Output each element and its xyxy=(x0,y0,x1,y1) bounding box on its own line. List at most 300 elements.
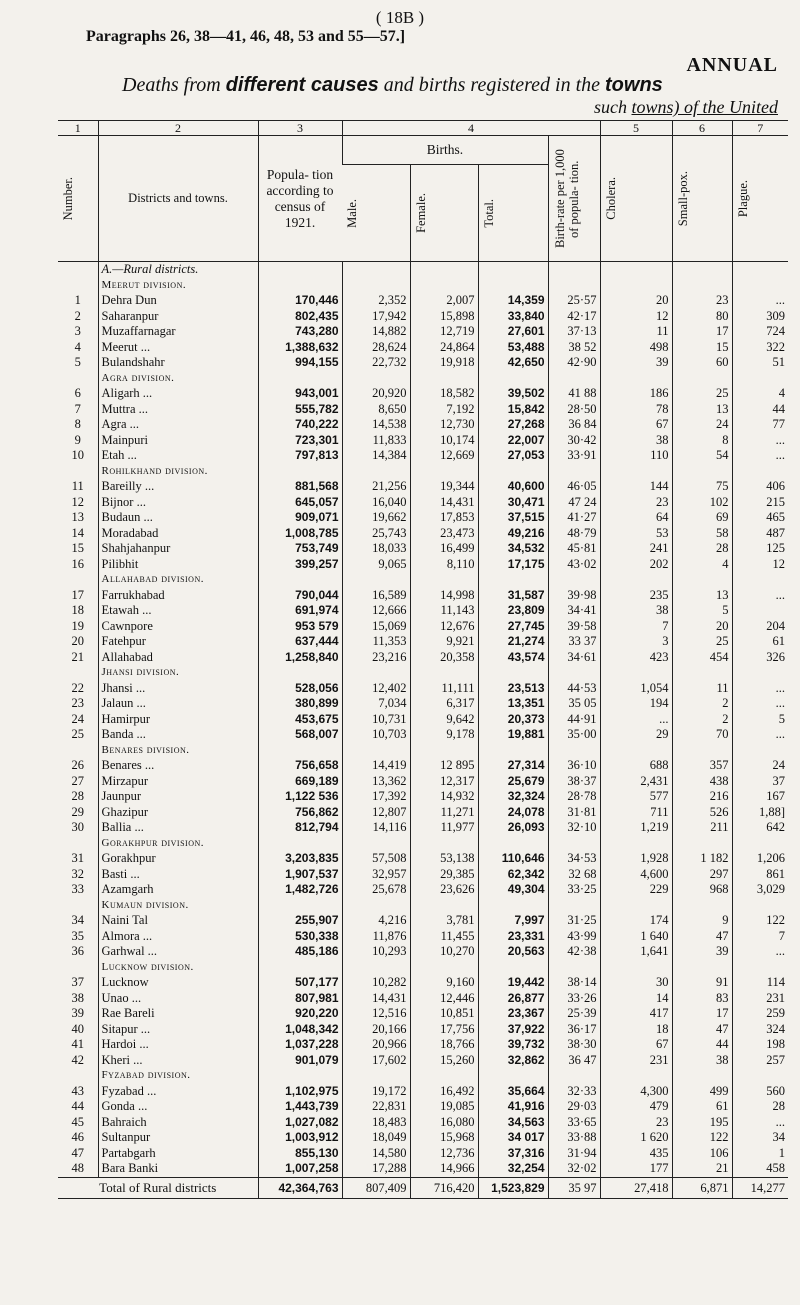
birth-rate: 35·00 xyxy=(548,727,600,743)
population: 453,675 xyxy=(258,712,342,728)
cholera-deaths: 18 xyxy=(600,1022,672,1038)
birth-rate: 34·61 xyxy=(548,650,600,666)
population: 953 579 xyxy=(258,619,342,635)
births-total: 62,342 xyxy=(478,867,548,883)
population: 743,280 xyxy=(258,324,342,340)
division-name: Fyzabad division. xyxy=(98,1068,258,1084)
births-total: 41,916 xyxy=(478,1099,548,1115)
district-name: Basti ... xyxy=(98,867,258,883)
row-number: 5 xyxy=(74,355,81,369)
row-number: 20 xyxy=(71,634,84,648)
births-total: 15,842 xyxy=(478,402,548,418)
title-mid: and births registered in the xyxy=(383,74,601,96)
table-row xyxy=(58,991,788,1007)
cholera-deaths: 11 xyxy=(600,324,672,340)
births-total: 49,216 xyxy=(478,526,548,542)
birth-rate: 45·81 xyxy=(548,541,600,557)
births-female: 23,626 xyxy=(410,882,478,898)
population: 753,749 xyxy=(258,541,342,557)
birth-rate: 30·42 xyxy=(548,433,600,449)
district-name: Gorakhpur xyxy=(98,851,258,867)
births-male: 28,624 xyxy=(342,340,410,356)
smallpox-deaths: 195 xyxy=(672,1115,732,1131)
row-number: 44 xyxy=(71,1099,84,1113)
birth-rate: 32·02 xyxy=(548,1161,600,1177)
table-row xyxy=(58,696,788,712)
smallpox-deaths: 47 xyxy=(672,929,732,945)
cholera-deaths: 3 xyxy=(600,634,672,650)
cholera-deaths: 435 xyxy=(600,1146,672,1162)
population: 1,037,228 xyxy=(258,1037,342,1053)
births-male: 11,353 xyxy=(342,634,410,650)
births-total: 21,274 xyxy=(478,634,548,650)
birth-rate: 48·79 xyxy=(548,526,600,542)
births-total: 23,367 xyxy=(478,1006,548,1022)
births-total: 49,304 xyxy=(478,882,548,898)
district-name: Ghazipur xyxy=(98,805,258,821)
plague-deaths: 560 xyxy=(732,1084,788,1100)
cholera-deaths: 4,300 xyxy=(600,1084,672,1100)
plague-deaths: 1 xyxy=(732,1146,788,1162)
births-male: 11,876 xyxy=(342,929,410,945)
births-female: 10,174 xyxy=(410,433,478,449)
division-name: Rohilkhand division. xyxy=(98,464,258,480)
division-row xyxy=(58,371,788,387)
smallpox-deaths: 5 xyxy=(672,603,732,619)
population: 1,388,632 xyxy=(258,340,342,356)
birth-rate: 33 37 xyxy=(548,634,600,650)
births-total: 14,359 xyxy=(478,293,548,309)
births-total: 17,175 xyxy=(478,557,548,573)
births-female: 15,968 xyxy=(410,1130,478,1146)
births-female: 14,431 xyxy=(410,495,478,511)
cholera-deaths: 688 xyxy=(600,758,672,774)
plague-deaths: 34 xyxy=(732,1130,788,1146)
population: 797,813 xyxy=(258,448,342,464)
births-male: 12,807 xyxy=(342,805,410,821)
table-row xyxy=(58,293,788,309)
district-name: Dehra Dun xyxy=(98,293,258,309)
birth-rate: 38·30 xyxy=(548,1037,600,1053)
births-male: 2,352 xyxy=(342,293,410,309)
births-male: 22,831 xyxy=(342,1099,410,1115)
cholera-deaths: 479 xyxy=(600,1099,672,1115)
births-female: 11,143 xyxy=(410,603,478,619)
births-female: 9,921 xyxy=(410,634,478,650)
population: 920,220 xyxy=(258,1006,342,1022)
header-plague: Plague. xyxy=(735,179,750,218)
col-num-7: 7 xyxy=(732,121,788,136)
cholera-deaths: 14 xyxy=(600,991,672,1007)
births-male: 12,516 xyxy=(342,1006,410,1022)
population: 994,155 xyxy=(258,355,342,371)
cholera-deaths: 202 xyxy=(600,557,672,573)
plague-deaths: 12 xyxy=(732,557,788,573)
birth-rate: 34·53 xyxy=(548,851,600,867)
row-number: 43 xyxy=(71,1083,84,1098)
births-total: 23,513 xyxy=(478,681,548,697)
cholera-deaths: 39 xyxy=(600,355,672,371)
plague-deaths: 28 xyxy=(732,1099,788,1115)
table-row xyxy=(58,479,788,495)
district-name: Fyzabad ... xyxy=(98,1084,258,1100)
table-row xyxy=(58,619,788,635)
births-total: 19,881 xyxy=(478,727,548,743)
births-female: 15,898 xyxy=(410,309,478,325)
row-number: 37 xyxy=(71,975,84,989)
births-male: 20,920 xyxy=(342,386,410,402)
totals-total: 1,523,829 xyxy=(478,1177,548,1198)
table-row xyxy=(58,944,788,960)
row-number: 10 xyxy=(71,448,84,462)
cholera-deaths: 23 xyxy=(600,1115,672,1131)
births-total: 33,840 xyxy=(478,309,548,325)
population: 943,001 xyxy=(258,386,342,402)
paragraphs-reference: Paragraphs 26, 38—41, 46, 48, 53 and 55—57.] xyxy=(86,28,406,45)
plague-deaths: 406 xyxy=(732,479,788,495)
title-pre: Deaths from xyxy=(122,74,221,96)
population: 1,003,912 xyxy=(258,1130,342,1146)
division-row xyxy=(58,665,788,681)
row-number: 21 xyxy=(71,649,84,664)
population: 881,568 xyxy=(258,479,342,495)
district-name: Lucknow xyxy=(98,975,258,991)
table-row xyxy=(58,774,788,790)
row-number: 11 xyxy=(71,479,84,493)
col-num-6: 6 xyxy=(672,121,732,136)
births-female: 11,977 xyxy=(410,820,478,836)
row-number: 16 xyxy=(71,556,84,571)
birth-rate: 38·14 xyxy=(548,975,600,991)
division-name: Gorakhpur division. xyxy=(98,836,258,852)
cholera-deaths: 53 xyxy=(600,526,672,542)
births-total: 32,862 xyxy=(478,1053,548,1069)
births-total: 43,574 xyxy=(478,650,548,666)
births-total: 37,515 xyxy=(478,510,548,526)
births-female: 15,260 xyxy=(410,1053,478,1069)
population: 1,443,739 xyxy=(258,1099,342,1115)
population: 1,008,785 xyxy=(258,526,342,542)
table-row xyxy=(58,603,788,619)
row-number: 27 xyxy=(71,773,84,788)
plague-deaths: ... xyxy=(732,1115,788,1131)
cholera-deaths: 64 xyxy=(600,510,672,526)
births-male: 14,116 xyxy=(342,820,410,836)
row-number: 40 xyxy=(71,1021,84,1036)
births-female: 11,111 xyxy=(410,681,478,697)
district-name: Cawnpore xyxy=(98,619,258,635)
row-number: 17 xyxy=(71,587,84,602)
table-row xyxy=(58,681,788,697)
cholera-deaths: 30 xyxy=(600,975,672,991)
births-female: 11,455 xyxy=(410,929,478,945)
birth-rate: 43·02 xyxy=(548,557,600,573)
birth-rate: 25·57 xyxy=(548,293,600,309)
births-male: 17,602 xyxy=(342,1053,410,1069)
page-number: ( 18B ) xyxy=(375,8,425,27)
births-total: 19,442 xyxy=(478,975,548,991)
district-name: Etah ... xyxy=(98,448,258,464)
district-name: Agra ... xyxy=(98,417,258,433)
row-number: 9 xyxy=(74,432,81,447)
column-number-row xyxy=(58,121,788,136)
birth-rate: 31·25 xyxy=(548,913,600,929)
births-female: 18,766 xyxy=(410,1037,478,1053)
births-total: 31,587 xyxy=(478,588,548,604)
smallpox-deaths: 47 xyxy=(672,1022,732,1038)
district-name: Sitapur ... xyxy=(98,1022,258,1038)
population: 812,794 xyxy=(258,820,342,836)
births-total: 37,922 xyxy=(478,1022,548,1038)
district-name: Allahabad xyxy=(98,650,258,666)
births-female: 11,271 xyxy=(410,805,478,821)
population: 1,102,975 xyxy=(258,1084,342,1100)
cholera-deaths: 1,641 xyxy=(600,944,672,960)
table-row xyxy=(58,495,788,511)
row-number: 23 xyxy=(71,696,84,710)
births-male: 10,282 xyxy=(342,975,410,991)
cholera-deaths: 498 xyxy=(600,340,672,356)
births-male: 8,650 xyxy=(342,402,410,418)
district-name: Aligarh ... xyxy=(98,386,258,402)
population: 399,257 xyxy=(258,557,342,573)
cholera-deaths: 1,928 xyxy=(600,851,672,867)
births-total: 42,650 xyxy=(478,355,548,371)
births-male: 20,166 xyxy=(342,1022,410,1038)
births-female: 8,110 xyxy=(410,557,478,573)
smallpox-deaths: 4 xyxy=(672,557,732,573)
births-total: 27,314 xyxy=(478,758,548,774)
births-male: 12,666 xyxy=(342,603,410,619)
births-female: 20,358 xyxy=(410,650,478,666)
smallpox-deaths: 38 xyxy=(672,1053,732,1069)
row-number: 29 xyxy=(71,804,84,819)
table-row xyxy=(58,789,788,805)
row-number: 35 xyxy=(71,928,84,943)
births-total: 26,093 xyxy=(478,820,548,836)
table-row xyxy=(58,433,788,449)
population: 568,007 xyxy=(258,727,342,743)
births-female: 17,756 xyxy=(410,1022,478,1038)
birth-rate: 41·27 xyxy=(548,510,600,526)
plague-deaths: 231 xyxy=(732,991,788,1007)
district-name: Bareilly ... xyxy=(98,479,258,495)
table-row xyxy=(58,417,788,433)
smallpox-deaths: 106 xyxy=(672,1146,732,1162)
births-male: 18,049 xyxy=(342,1130,410,1146)
table-row xyxy=(58,557,788,573)
table-row xyxy=(58,526,788,542)
totals-male: 807,409 xyxy=(342,1177,410,1198)
row-number: 26 xyxy=(71,758,84,772)
births-male: 32,957 xyxy=(342,867,410,883)
births-male: 18,033 xyxy=(342,541,410,557)
births-female: 14,998 xyxy=(410,588,478,604)
births-total: 25,679 xyxy=(478,774,548,790)
district-name: Hamirpur xyxy=(98,712,258,728)
plague-deaths: 324 xyxy=(732,1022,788,1038)
plague-deaths: 215 xyxy=(732,495,788,511)
plague-deaths: 5 xyxy=(732,712,788,728)
birth-rate: 33·25 xyxy=(548,882,600,898)
district-name: Jalaun ... xyxy=(98,696,258,712)
births-male: 14,580 xyxy=(342,1146,410,1162)
births-total: 34 017 xyxy=(478,1130,548,1146)
row-number: 25 xyxy=(71,727,84,741)
population: 691,974 xyxy=(258,603,342,619)
header-districts: Districts and towns. xyxy=(98,136,258,262)
cholera-deaths: 577 xyxy=(600,789,672,805)
district-name: Meerut ... xyxy=(98,340,258,356)
plague-deaths: 51 xyxy=(732,355,788,371)
population: 790,044 xyxy=(258,588,342,604)
row-number: 30 xyxy=(71,820,84,834)
header-cholera: Cholera. xyxy=(603,177,618,220)
births-male: 16,589 xyxy=(342,588,410,604)
births-female: 9,178 xyxy=(410,727,478,743)
table-row xyxy=(58,913,788,929)
plague-deaths: 198 xyxy=(732,1037,788,1053)
smallpox-deaths: 2 xyxy=(672,696,732,712)
births-male: 17,288 xyxy=(342,1161,410,1177)
birth-rate: 34·41 xyxy=(548,603,600,619)
smallpox-deaths: 13 xyxy=(672,588,732,604)
smallpox-deaths: 102 xyxy=(672,495,732,511)
smallpox-deaths: 15 xyxy=(672,340,732,356)
row-number: 12 xyxy=(71,494,84,509)
plague-deaths: 642 xyxy=(732,820,788,836)
totals-row xyxy=(58,1177,788,1198)
birth-rate: 44·53 xyxy=(548,681,600,697)
births-total: 110,646 xyxy=(478,851,548,867)
births-male: 10,703 xyxy=(342,727,410,743)
cholera-deaths: 229 xyxy=(600,882,672,898)
births-female: 16,080 xyxy=(410,1115,478,1131)
births-female: 6,317 xyxy=(410,696,478,712)
birth-rate: 33·88 xyxy=(548,1130,600,1146)
totals-smallpox: 6,871 xyxy=(672,1177,732,1198)
births-female: 14,966 xyxy=(410,1161,478,1177)
plague-deaths: ... xyxy=(732,944,788,960)
births-total: 35,664 xyxy=(478,1084,548,1100)
birth-rate: 31·81 xyxy=(548,805,600,821)
table-title xyxy=(122,74,800,97)
table-row xyxy=(58,851,788,867)
smallpox-deaths: 2 xyxy=(672,712,732,728)
cholera-deaths: 1 620 xyxy=(600,1130,672,1146)
table-row xyxy=(58,386,788,402)
population: 1,907,537 xyxy=(258,867,342,883)
section-title: A.—Rural districts. xyxy=(98,262,258,278)
plague-deaths: 44 xyxy=(732,402,788,418)
table-row xyxy=(58,758,788,774)
district-name: Jaunpur xyxy=(98,789,258,805)
birth-rate: 39·98 xyxy=(548,588,600,604)
plague-deaths: 204 xyxy=(732,619,788,635)
table-row xyxy=(58,1084,788,1100)
birth-rate: 35 05 xyxy=(548,696,600,712)
births-female: 14,932 xyxy=(410,789,478,805)
births-total: 27,268 xyxy=(478,417,548,433)
district-name: Shahjahanpur xyxy=(98,541,258,557)
table-row xyxy=(58,820,788,836)
birth-rate: 42·38 xyxy=(548,944,600,960)
population: 669,189 xyxy=(258,774,342,790)
totals-cholera: 27,418 xyxy=(600,1177,672,1198)
births-female: 19,344 xyxy=(410,479,478,495)
births-male: 11,833 xyxy=(342,433,410,449)
subtitle-rest: towns) of the United xyxy=(631,97,778,117)
births-female: 12,736 xyxy=(410,1146,478,1162)
smallpox-deaths: 499 xyxy=(672,1084,732,1100)
births-male: 21,256 xyxy=(342,479,410,495)
division-row xyxy=(58,572,788,588)
row-number: 14 xyxy=(71,525,84,540)
cholera-deaths: 38 xyxy=(600,433,672,449)
district-name: Bijnor ... xyxy=(98,495,258,511)
cholera-deaths: 7 xyxy=(600,619,672,635)
births-female: 16,499 xyxy=(410,541,478,557)
row-number: 6 xyxy=(74,386,81,400)
birth-rate: 39·58 xyxy=(548,619,600,635)
plague-deaths: 322 xyxy=(732,340,788,356)
cholera-deaths: 235 xyxy=(600,588,672,604)
birth-rate: 41 88 xyxy=(548,386,600,402)
population: 802,435 xyxy=(258,309,342,325)
plague-deaths: 114 xyxy=(732,975,788,991)
cholera-deaths: 1,054 xyxy=(600,681,672,697)
births-female: 7,192 xyxy=(410,402,478,418)
district-name: Rae Bareli xyxy=(98,1006,258,1022)
division-name: Lucknow division. xyxy=(98,960,258,976)
header-male: Male. xyxy=(345,198,359,228)
plague-deaths: 37 xyxy=(732,774,788,790)
division-row xyxy=(58,960,788,976)
plague-deaths: 309 xyxy=(732,309,788,325)
table-row xyxy=(58,929,788,945)
smallpox-deaths: 122 xyxy=(672,1130,732,1146)
smallpox-deaths: 216 xyxy=(672,789,732,805)
population: 740,222 xyxy=(258,417,342,433)
birth-rate: 28·50 xyxy=(548,402,600,418)
births-male: 10,731 xyxy=(342,712,410,728)
births-total: 13,351 xyxy=(478,696,548,712)
plague-deaths: ... xyxy=(732,696,788,712)
birth-rate: 46·05 xyxy=(548,479,600,495)
births-male: 4,216 xyxy=(342,913,410,929)
district-name: Bara Banki xyxy=(98,1161,258,1177)
table-row xyxy=(58,1022,788,1038)
table-row xyxy=(58,324,788,340)
births-male: 16,040 xyxy=(342,495,410,511)
births-total: 24,078 xyxy=(478,805,548,821)
cholera-deaths: 67 xyxy=(600,1037,672,1053)
birth-rate: 36·17 xyxy=(548,1022,600,1038)
cholera-deaths: 423 xyxy=(600,650,672,666)
cholera-deaths: 29 xyxy=(600,727,672,743)
smallpox-deaths: 58 xyxy=(672,526,732,542)
table-row xyxy=(58,727,788,743)
col-num-3: 3 xyxy=(258,121,342,136)
population: 1,122 536 xyxy=(258,789,342,805)
births-total: 37,316 xyxy=(478,1146,548,1162)
births-female: 24,864 xyxy=(410,340,478,356)
births-male: 15,069 xyxy=(342,619,410,635)
births-total: 23,809 xyxy=(478,603,548,619)
division-row xyxy=(58,278,788,294)
row-number: 1 xyxy=(74,293,81,307)
births-male: 14,419 xyxy=(342,758,410,774)
